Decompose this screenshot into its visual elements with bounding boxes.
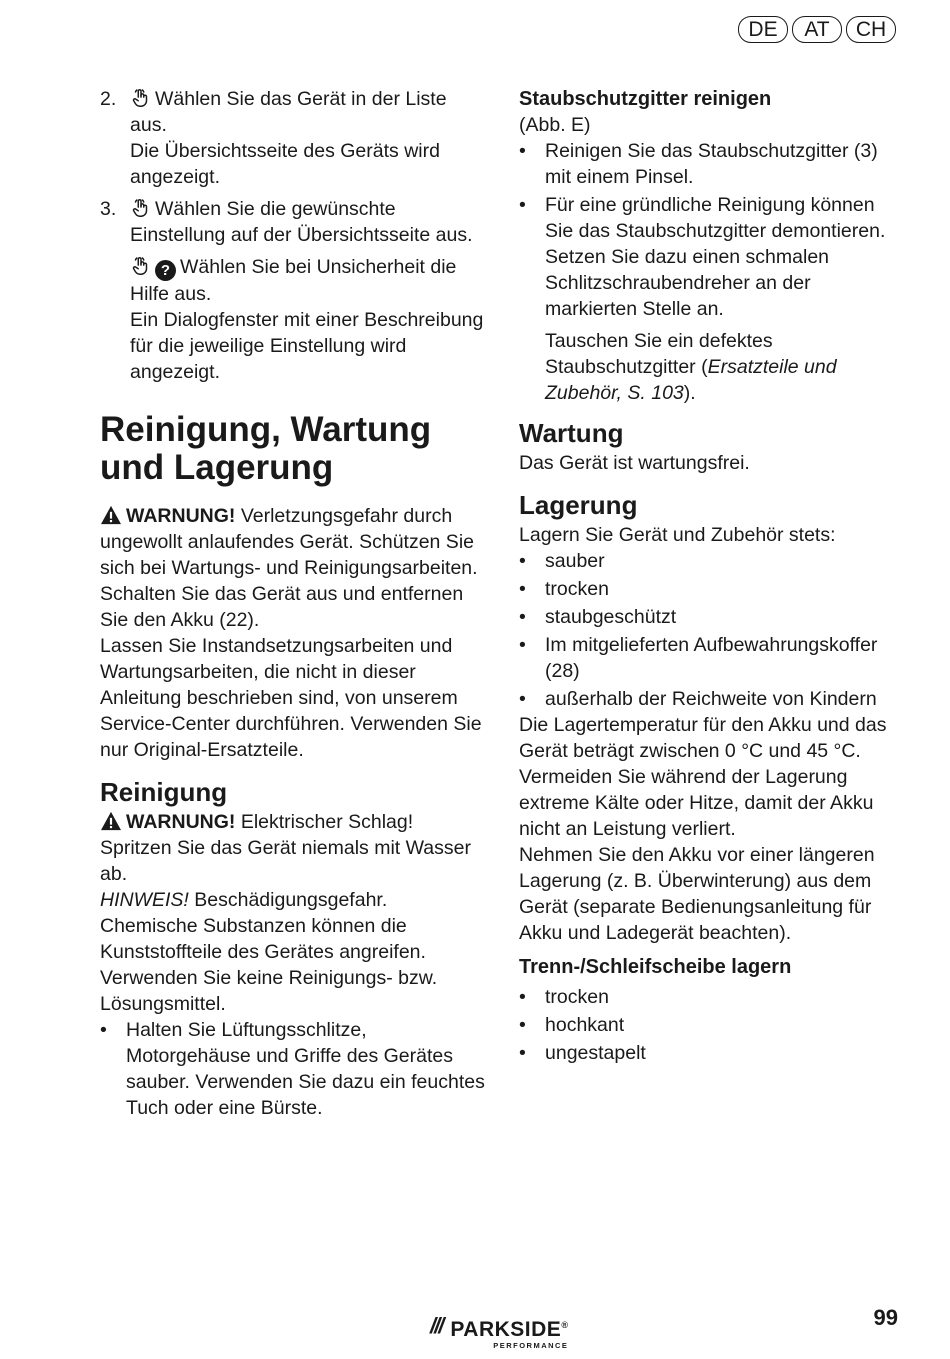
storage-temperature-text: Die Lagertemperatur für den Akku und das Gerät beträgt zwischen 0 °C und 45 °C. Vermeiden Sie während der Lagerung extreme Kälte oder Hitze, damit der Akku nicht an Leistung verliert.	[519, 714, 887, 840]
storage-intro: Lagern Sie Gerät und Zubehör stets:	[519, 524, 836, 546]
left-column	[100, 86, 485, 1121]
lang-badge-at: AT	[792, 16, 842, 43]
list-item: • sauber	[519, 550, 605, 572]
list-item: • trocken	[519, 578, 609, 600]
language-badges	[738, 16, 896, 43]
list-item: • staubgeschützt	[519, 606, 677, 628]
warning-injury	[100, 503, 485, 633]
tap-hand-icon	[130, 255, 152, 277]
dust-list	[519, 138, 904, 406]
step-2-result: Die Übersichtsseite des Geräts wird angezeigt.	[130, 140, 440, 188]
registered-mark: ®	[561, 1320, 569, 1330]
list-item: • ungestapelt	[519, 1042, 646, 1064]
lang-badge-ch: CH	[846, 16, 896, 43]
main-heading: Reinigung, Wartung und Lagerung	[100, 410, 432, 487]
dust-replace-text: Tauschen Sie ein defektes Staubschutzgitter (Ersatzteile und Zubehör, S. 103).	[545, 330, 837, 404]
page-number: 99	[873, 1305, 898, 1330]
maintenance-text: Das Gerät ist wartungsfrei.	[519, 452, 750, 474]
warning-text: Verletzungsgefahr durch ungewollt anlaufendes Gerät. Schützen Sie sich bei Wartungs- und Reinigungsarbeiten. Schalten Sie das Gerät aus und entfernen Sie den Akku (22).	[100, 505, 478, 631]
list-item: • außerhalb der Reichweite von Kindern	[519, 688, 877, 710]
dust-disassembly-text: Für eine gründliche Reinigung können Sie das Staubschutzgitter demontieren. Setzen Sie dazu einen schmalen Schlitzschraubendreher an der markierten Stelle an.	[545, 194, 886, 320]
cleaning-list	[100, 1017, 485, 1121]
lang-badge-de: DE	[738, 16, 788, 43]
tap-hand-icon	[130, 197, 152, 219]
list-item: • hochkant	[519, 1014, 625, 1036]
notice-damage	[100, 887, 485, 1017]
parkside-logo	[430, 1314, 568, 1350]
logo-brand: PARKSIDE®	[450, 1318, 569, 1341]
service-text: Lassen Sie Instandsetzungsarbeiten und Wartungsarbeiten, die nicht in dieser Anleitung beschrieben sind, von unserem Service-Center durchführen. Verwenden Sie nur Original-Ersatzteile.	[100, 635, 482, 761]
step-3-result: Ein Dialogfenster mit einer Beschreibung für die jeweilige Einstellung wird angezeigt.	[130, 309, 484, 383]
cleaning-heading: Reinigung	[100, 777, 228, 807]
notice-text: Beschädigungsgefahr. Chemische Substanzen können die Kunststoffteile des Gerätes angreifen. Verwenden Sie keine Reinigungs- bzw. Lösungsmittel.	[100, 889, 438, 1015]
notice-label: HINWEIS!	[100, 889, 189, 911]
storage-heading: Lagerung	[519, 490, 638, 520]
warning-electric	[100, 809, 485, 887]
disc-storage-heading: Trenn-/Schleifscheibe lagern	[519, 956, 792, 978]
logo-sub: PERFORMANCE	[493, 1341, 569, 1350]
storage-list	[519, 548, 904, 712]
step-3	[100, 196, 485, 385]
list-item: • Im mitgelieferten Aufbewahrungskoffer (28)	[519, 634, 878, 682]
warning-triangle-icon	[100, 811, 122, 831]
dust-heading: Staubschutzgitter reinigen	[519, 88, 772, 110]
maintenance-heading: Wartung	[519, 418, 624, 448]
logo-slashes: ///	[430, 1313, 443, 1338]
warning-text: Elektrischer Schlag! Spritzen Sie das Gerät niemals mit Wasser ab.	[100, 811, 471, 885]
step-2	[100, 86, 485, 190]
list-item: • Für eine gründliche Reinigung können Sie das Staubschutzgitter demontieren. Setzen Sie dazu einen schmalen Schlitzschraubendreher an der markierten Stelle an. Tauschen Sie ein defektes Staubschutzgitter (Ersatzteile und Zubehör, S. 103).	[519, 192, 904, 406]
step-3-instruction: Wählen Sie die gewünschte Einstellung auf der Übersichtsseite aus.	[130, 198, 473, 246]
tap-hand-icon	[130, 87, 152, 109]
step-number: 2.	[100, 88, 117, 110]
list-item: • Halten Sie Lüftungsschlitze, Motorgehäuse und Griffe des Gerätes sauber. Verwenden Sie dazu ein feuchtes Tuch oder eine Bürste.	[100, 1019, 485, 1119]
step-3-help-text: Wählen Sie bei Unsicherheit die Hilfe aus.	[130, 256, 457, 305]
storage-battery-text: Nehmen Sie den Akku vor einer längeren Lagerung (z. B. Überwinterung) aus dem Gerät (separate Bedienungsanleitung für Akku und Ladegerät beachten).	[519, 844, 875, 944]
warning-triangle-icon	[100, 505, 122, 525]
warning-label: WARNUNG!	[126, 811, 236, 833]
list-item: • trocken	[519, 986, 609, 1008]
dust-figure-ref: (Abb. E)	[519, 114, 591, 136]
step-number: 3.	[100, 198, 117, 220]
right-column	[519, 86, 904, 1066]
help-question-icon: ?	[155, 260, 176, 281]
warning-label: WARNUNG!	[126, 505, 236, 527]
list-item: • Reinigen Sie das Staubschutzgitter (3) mit einem Pinsel.	[519, 140, 878, 188]
disc-storage-list	[519, 984, 904, 1066]
step-2-instruction: Wählen Sie das Gerät in der Liste aus.	[130, 88, 447, 136]
